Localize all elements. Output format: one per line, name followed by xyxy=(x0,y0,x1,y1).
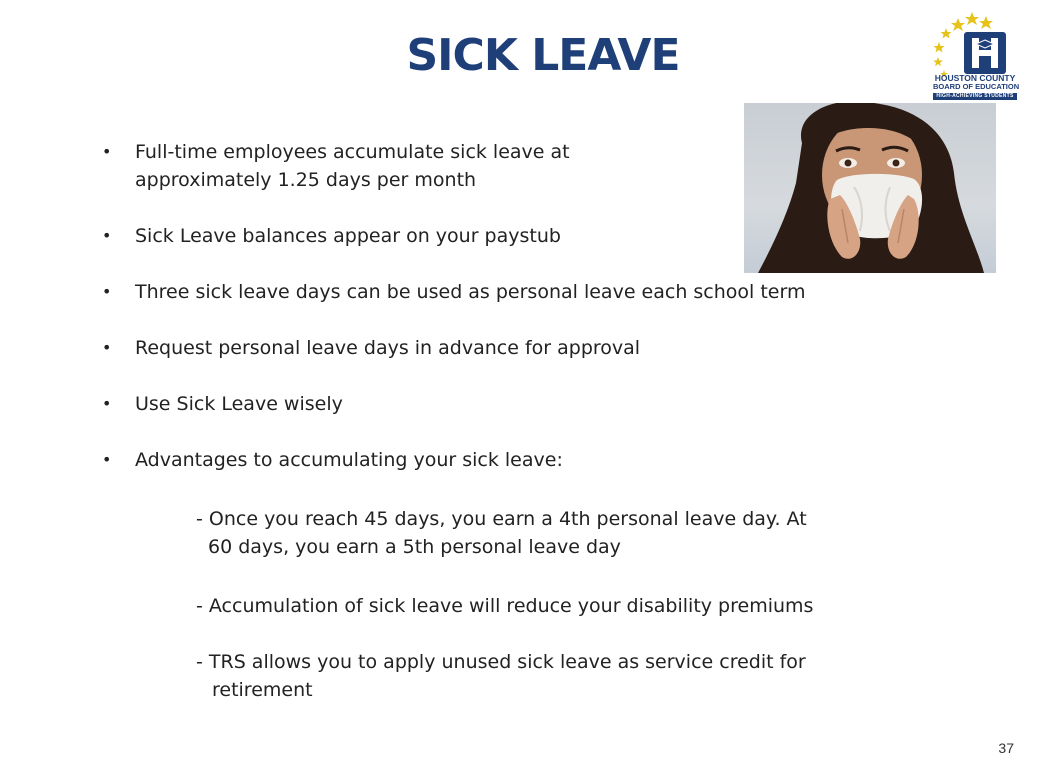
bullet-item xyxy=(100,334,960,362)
bullet-item xyxy=(100,278,960,306)
bullet-dot-icon: • xyxy=(102,282,112,301)
logo-line-3: HIGH-ACHIEVING STUDENTS xyxy=(933,93,1017,100)
bullet-dot-icon: • xyxy=(102,338,112,357)
bullet-text: Sick Leave balances appear on your paystub xyxy=(135,225,561,247)
bullet-item xyxy=(100,446,960,474)
sub-item-disability-premiums xyxy=(196,592,936,620)
bullet-text: Advantages to accumulating your sick leave: xyxy=(135,449,563,471)
bullet-dot-icon: • xyxy=(102,394,112,413)
bullet-item xyxy=(100,222,960,250)
bullet-dot-icon: • xyxy=(102,450,112,469)
bullet-dot-icon: • xyxy=(102,226,112,245)
bullet-item xyxy=(100,138,695,194)
slide-title: SICK LEAVE xyxy=(406,30,680,81)
logo-line-1: HOUSTON COUNTY xyxy=(934,73,1016,83)
bullet-dot-icon: • xyxy=(102,142,112,161)
sub-item-personal-leave xyxy=(196,505,936,561)
sub-item-line-continued: 60 days, you earn a 5th personal leave day xyxy=(208,536,621,558)
sub-item-trs-credit xyxy=(196,648,936,704)
sub-item-line: - Accumulation of sick leave will reduce your disability premiums xyxy=(196,595,814,617)
bullet-item xyxy=(100,390,960,418)
page-number: 37 xyxy=(998,740,1014,756)
bullet-text: Three sick leave days can be used as personal leave each school term xyxy=(135,281,806,303)
bullet-text: Use Sick Leave wisely xyxy=(135,393,343,415)
bullet-list xyxy=(100,138,960,502)
bullet-text: Request personal leave days in advance for approval xyxy=(135,337,641,359)
logo-line-2: BOARD OF EDUCATION xyxy=(933,82,1020,91)
sub-item-line: - Once you reach 45 days, you earn a 4th personal leave day. At xyxy=(196,508,807,530)
sub-item-line: - TRS allows you to apply unused sick leave as service credit for xyxy=(196,651,806,673)
bullet-text: Full-time employees accumulate sick leave at approximately 1.25 days per month xyxy=(135,141,570,191)
sub-item-line-continued: retirement xyxy=(212,679,313,701)
